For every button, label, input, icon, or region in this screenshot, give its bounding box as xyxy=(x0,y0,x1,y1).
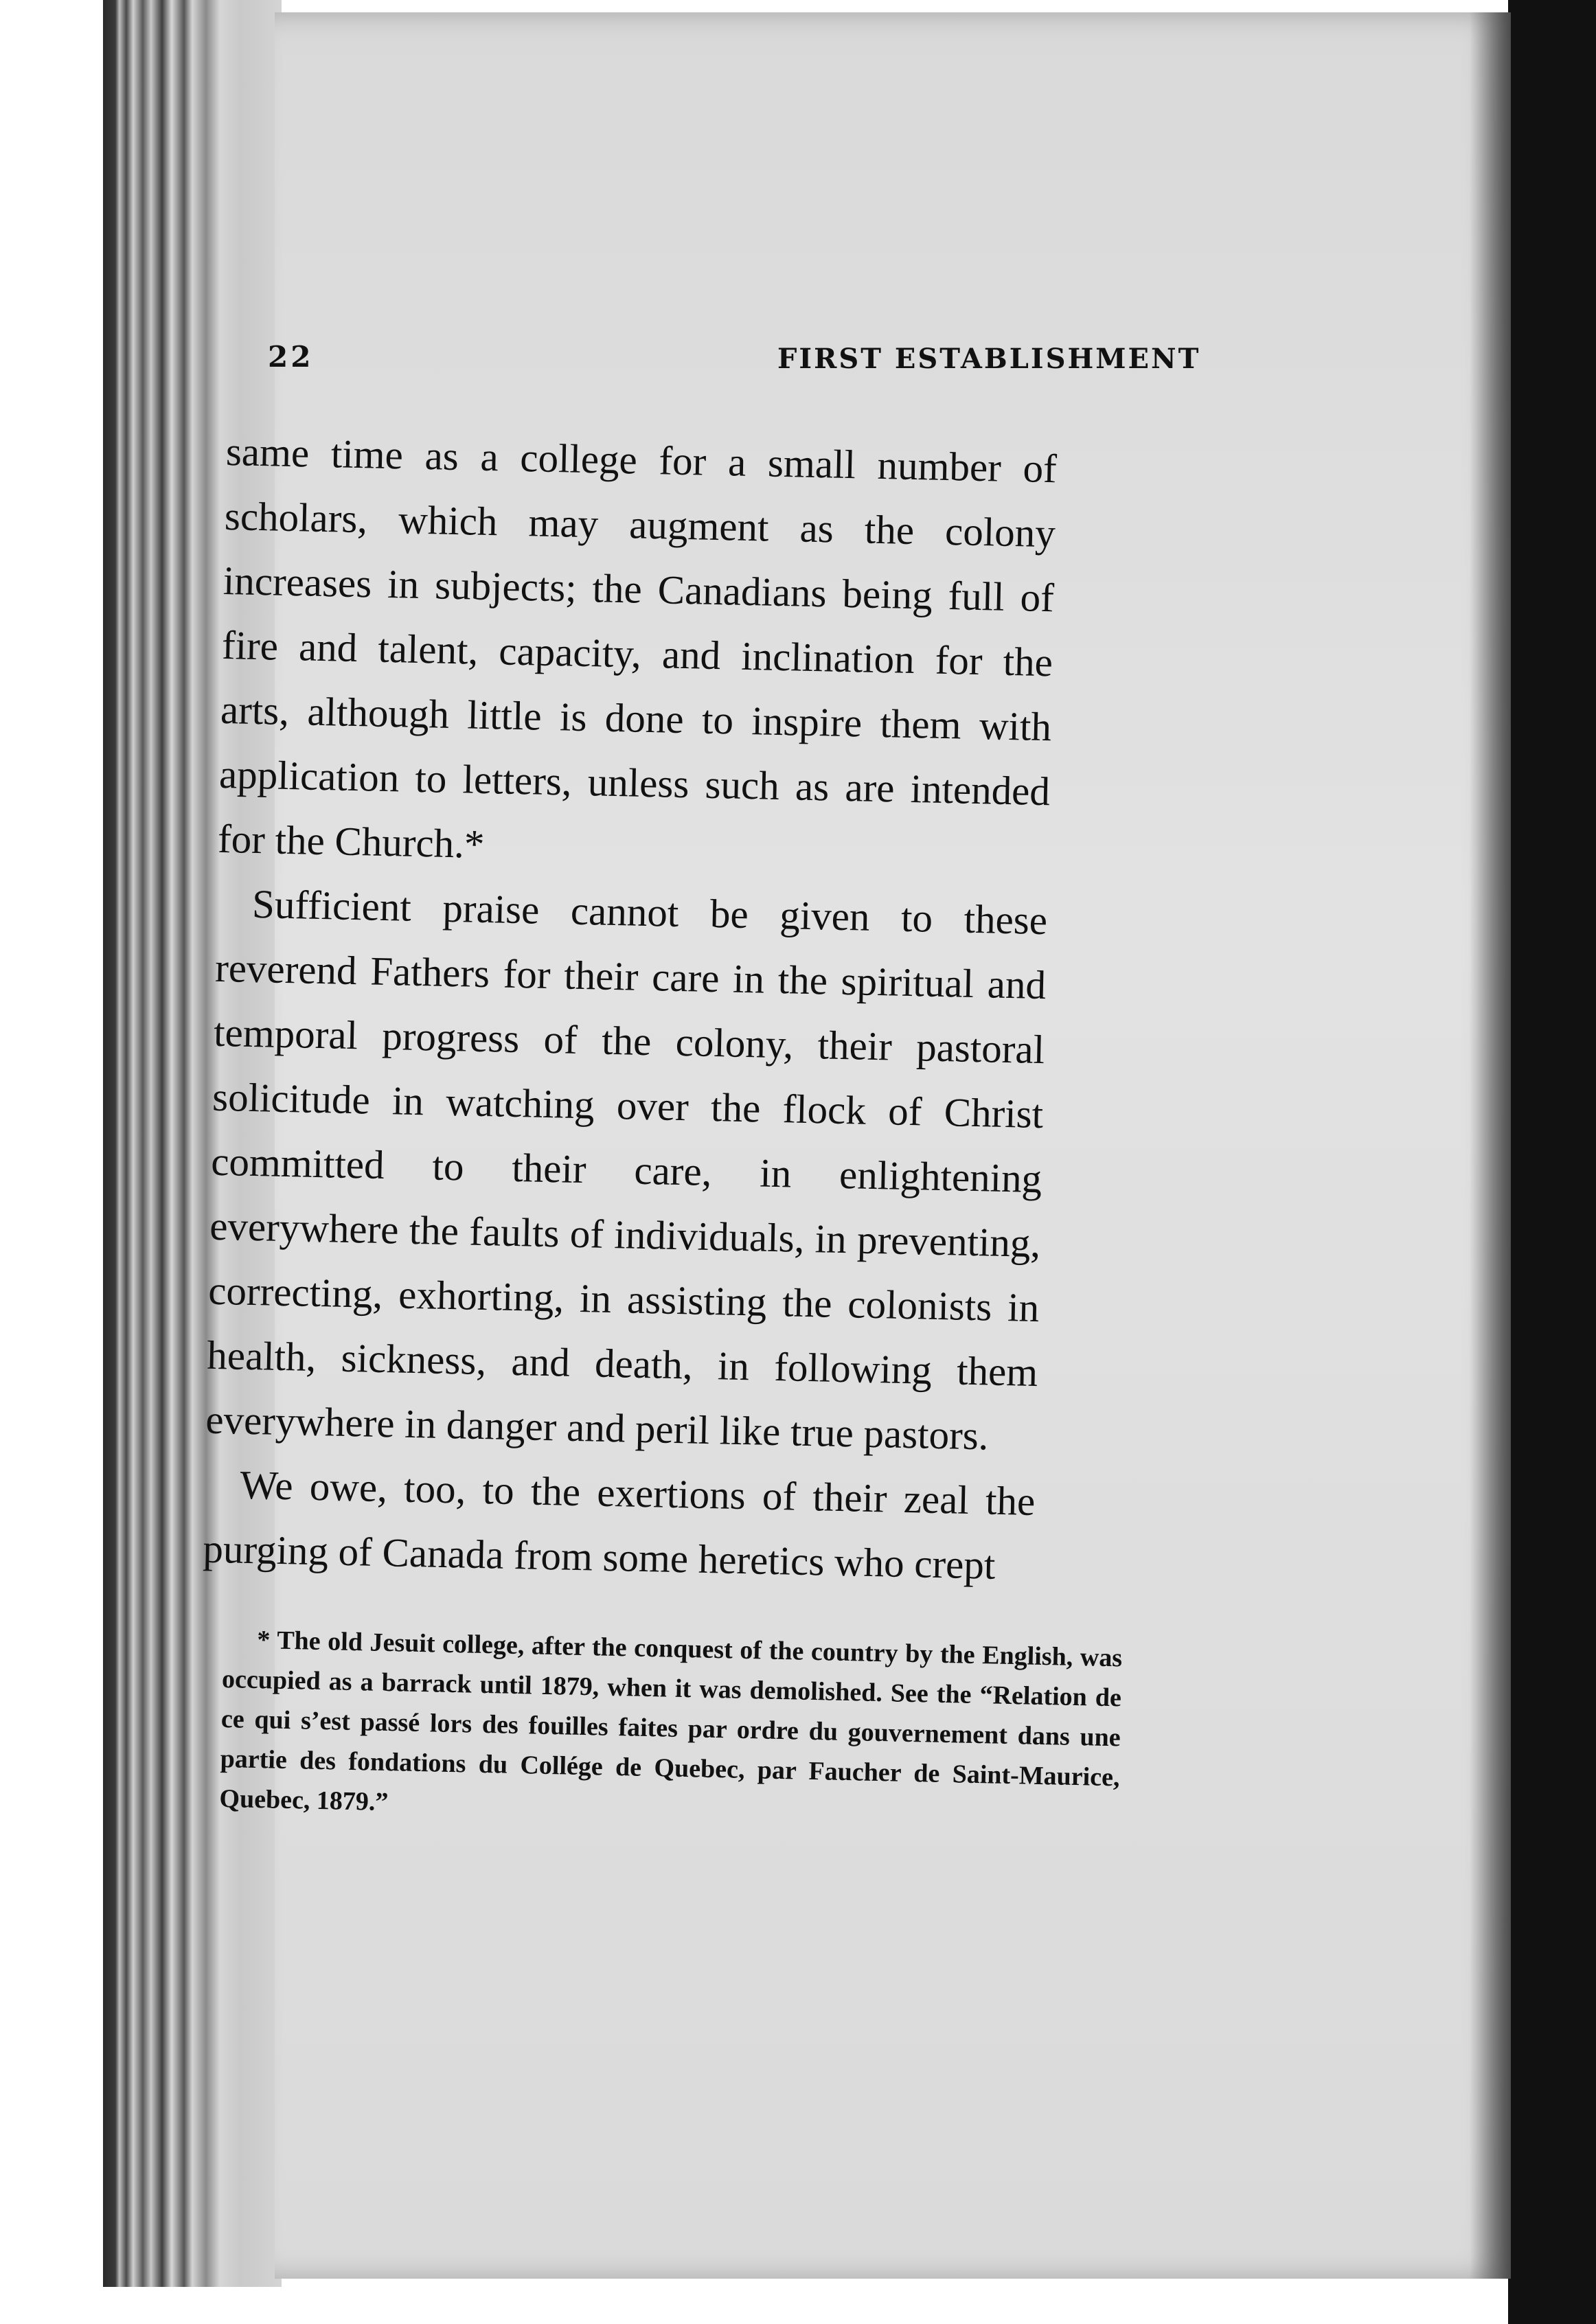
body-text xyxy=(203,419,1058,1598)
footnote-text: * The old Jesuit college, after the conquest of the country by the English, was occupied as a barrack until 1879, when it was demolished. See the “Relation de ce qui s’est passé lors des fouilles faites par ordre du gouvernement dans une partie des fondations du Collége de Quebec, par Faucher de Saint-Maurice, Quebec, 1879.” xyxy=(219,1626,1123,1817)
body-paragraph-1: same time as a college for a small number of scholars, which may augment as the colony increases in subjects; the Canadians being full of fire and talent, capacity, and inclination for the arts, although little is done to inspire them with application to letters, unless such as are intended for the Church.* xyxy=(217,428,1058,867)
body-paragraph-3: We owe, too, to the exertions of their zeal the purging of Canada from some heretics who crept xyxy=(202,1461,1036,1588)
page-number: 22 xyxy=(268,340,314,374)
running-head xyxy=(268,333,1229,381)
body-paragraph-2: Sufficient praise cannot be given to these reverend Fathers for their care in the spiritual and temporal progress of the colony, their pastoral solicitude in watching over the flock of Christ committed to their care, in enlightening everywhere the faults of individuals, in preventing, correcting, exhorting, in assisting the colonists in health, sickness, and death, in following them everywhere in danger and peril like true pastors. xyxy=(205,880,1048,1459)
scan-right-shadow xyxy=(1508,0,1596,2324)
page-gutter-shadow xyxy=(1470,12,1511,2279)
footnote xyxy=(219,1619,1123,1837)
running-head-title: FIRST ESTABLISHMENT xyxy=(777,343,1201,375)
